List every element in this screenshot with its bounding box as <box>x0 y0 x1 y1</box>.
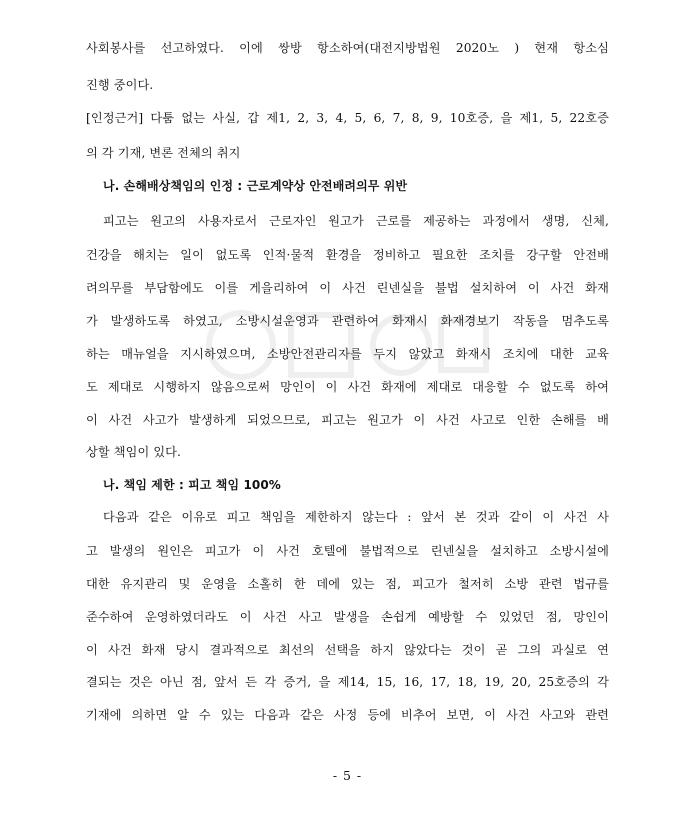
body-line: 고 발생의 원인은 피고가 이 사건 호텔에 불법적으로 린넨실을 설치하고 소방시설에 <box>86 544 609 558</box>
body-line: 준수하여 운영하였더라도 이 사건 사고 발생을 손쉽게 예방할 수 있었던 점, 망인이 <box>86 610 609 624</box>
body-line: 다음과 같은 이유로 피고 책임을 제한하지 않는다 : 앞서 본 것과 같이 이 사건 사 <box>103 510 609 524</box>
body-line: 건강을 해치는 일이 없도록 인적·물적 환경을 정비하고 필요한 조치를 강구할 안전배 <box>86 248 609 262</box>
basis-line: 의 각 기재, 변론 전체의 취지 <box>86 146 241 160</box>
body-line: 이 사건 화재 당시 결과적으로 최선의 선택을 하지 않았다는 것이 곧 그의 과실로 연 <box>86 643 609 657</box>
body-line: 가 발생하도록 하였고, 소방시설운영과 관련하여 화재시 화재경보기 작동을 멈추도록 <box>86 314 609 328</box>
body-line: 기재에 의하면 알 수 있는 다음과 같은 사정 등에 비추어 보면, 이 사건 사고와 관련 <box>86 708 609 722</box>
section-heading-limitation: 나. 책임 제한 : 피고 책임 100% <box>103 478 281 492</box>
body-line: 결되는 것은 아닌 점, 앞서 든 각 증거, 을 제14, 15, 16, 17, 18, 19, 20, 25호증의 각 <box>86 675 609 689</box>
page-number: - 5 - <box>332 768 363 783</box>
body-line: 도 제대로 시행하지 않음으로써 망인이 이 사건 화재에 제대로 대응할 수 없도록 하여 <box>86 380 609 394</box>
body-line: 상할 책임이 있다. <box>86 445 182 459</box>
body-line: 진행 중이다. <box>86 78 154 92</box>
body-line: 하는 매뉴얼을 지시하였으며, 소방안전관리자를 두지 않았고 화재시 조치에 대한 교육 <box>86 347 609 361</box>
section-heading-liability: 나. 손해배상책임의 인정 : 근로계약상 안전배려의무 위반 <box>103 179 408 193</box>
body-line: 이 사건 사고가 발생하게 되었으므로, 피고는 원고가 이 사건 사고로 인한 손해를 배 <box>86 413 609 427</box>
body-line: 사회봉사를 선고하였다. 이에 쌍방 항소하여(대전지방법원 2020노 ) 현재 항소심 <box>86 41 609 55</box>
basis-line: [인정근거] 다툼 없는 사실, 갑 제1, 2, 3, 4, 5, 6, 7, 8, 9, 10호증, 을 제1, 5, 22호증 <box>86 111 609 125</box>
body-line: 려의무를 부담함에도 이를 게을리하여 이 사건 린넨실을 불법 설치하여 이 사건 화재 <box>86 281 609 295</box>
body-line: 피고는 원고의 사용자로서 근로자인 원고가 근로를 제공하는 과정에서 생명, 신체, <box>103 214 609 228</box>
body-line: 대한 유지관리 및 운영을 소홀히 한 데에 있는 점, 피고가 철저히 소방 관련 법규를 <box>86 577 609 591</box>
